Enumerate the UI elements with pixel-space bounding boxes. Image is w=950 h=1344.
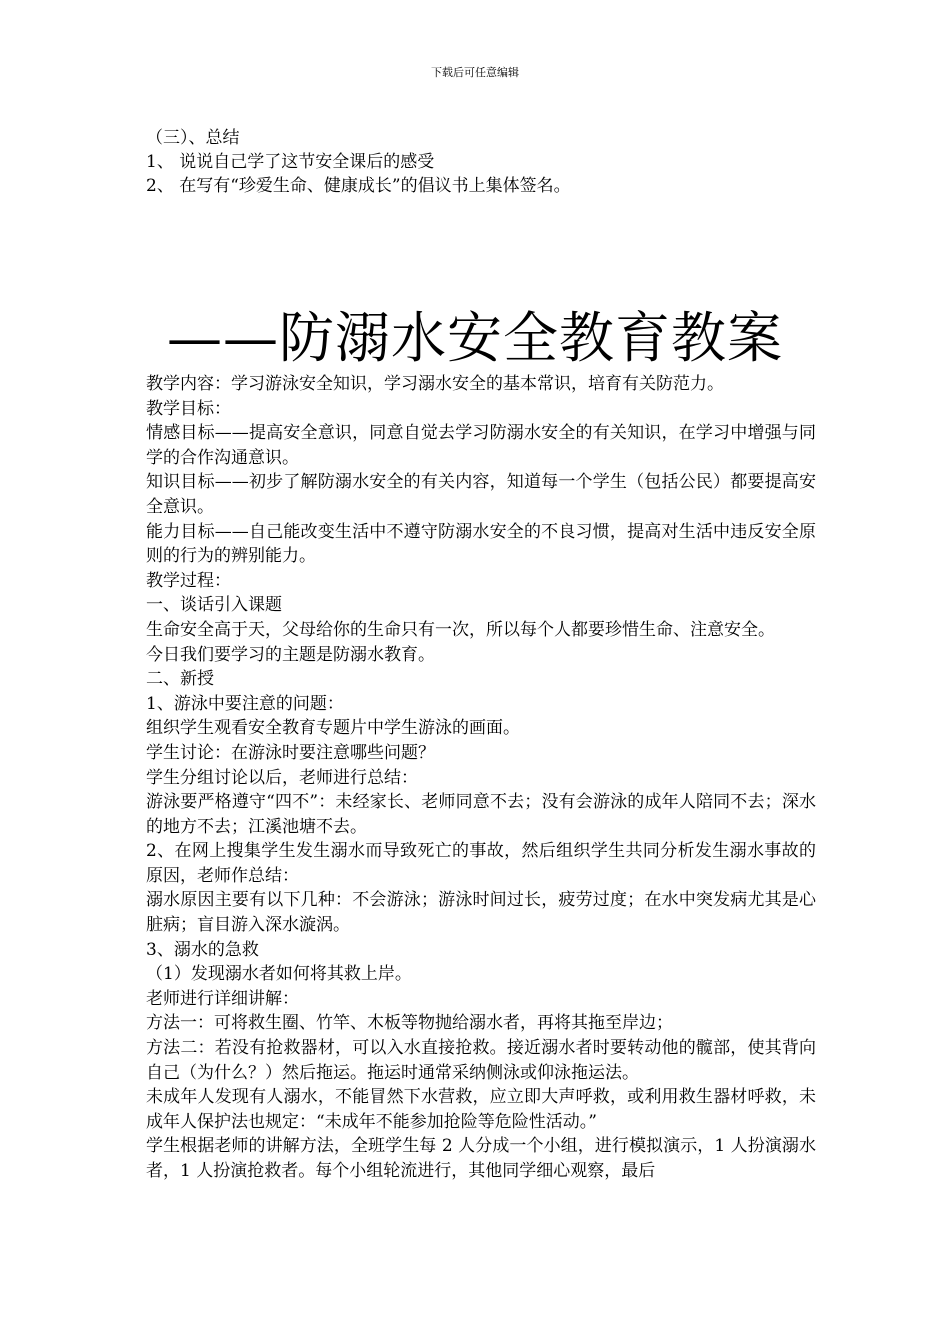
paragraph-rescue-ashore: （1）发现溺水者如何将其救上岸。	[146, 964, 412, 985]
paragraph-method-one: 方法一：可将救生圈、竹竿、木板等物抛给溺水者，再将其拖至岸边；	[146, 1013, 673, 1034]
paragraph-emotional-goal: 情感目标——提高安全意识，同意自觉去学习防溺水安全的有关知识，在学习中增强与同学的合作沟通意识。	[146, 423, 816, 468]
paragraph-minor-rescue: 未成年人发现有人溺水，不能冒然下水营救，应立即大声呼救，或利用救生器材呼救，未成年人保护法也规定：“未成年不能参加抢险等危险性活动。”	[146, 1087, 816, 1132]
summary-section	[146, 126, 816, 198]
paragraph-watch-video: 组织学生观看安全教育专题片中学生游泳的画面。	[146, 718, 520, 739]
paragraph-goals-heading: 教学目标：	[146, 398, 231, 419]
paragraph-teacher-explains: 老师进行详细讲解：	[146, 988, 299, 1009]
paragraph-ability-goal: 能力目标——自己能改变生活中不遵守防溺水安全的不良习惯，提高对生活中违反安全原则的行为的辨别能力。	[146, 521, 816, 567]
paragraph-swimming-issues: 1、游泳中要注意的问题：	[146, 693, 344, 714]
paragraph-simulation: 学生根据老师的讲解方法，全班学生每 2 人分成一个小组，进行模拟演示，1 人扮演溺水者，1 人扮演抢救者。每个小组轮流进行，其他同学细心观察，最后	[146, 1136, 816, 1181]
paragraph-section-one: 一、谈话引入课题	[146, 595, 282, 616]
summary-item: 1、 说说自己学了这节安全课后的感受	[146, 152, 435, 172]
paragraph-drowning-causes: 溺水原因主要有以下几种：不会游泳；游泳时间过长，疲劳过度；在水中突发病尤其是心脏病；盲目游入深水漩涡。	[146, 890, 816, 936]
paragraph-topic: 今日我们要学习的主题是防溺水教育。	[146, 644, 435, 665]
paragraph-discussion: 学生讨论：在游泳时要注意哪些问题？	[146, 742, 435, 763]
paragraph-method-two: 方法二：若没有抢救器材，可以入水直接抢救。接近溺水者时要转动他的髋部，使其背向自己（为什么？）然后拖运。拖运时通常采纳侧泳或仰泳拖运法。	[146, 1038, 816, 1083]
page-header-note: 下载后可任意编辑	[431, 66, 519, 79]
paragraph-life-safety: 生命安全高于天，父母给你的生命只有一次，所以每个人都要珍惜生命、注意安全。	[146, 619, 775, 640]
summary-item: 2、 在写有“珍爱生命、健康成长”的倡议书上集体签名。	[146, 176, 571, 196]
paragraph-teaching-content: 教学内容：学习游泳安全知识，学习溺水安全的基本常识，培育有关防范力。	[146, 374, 724, 394]
paragraph-knowledge-goal: 知识目标——初步了解防溺水安全的有关内容，知道每一个学生（包括公民）都要提高安全意识。	[146, 472, 816, 517]
paragraph-four-nots: 游泳要严格遵守“四不”：未经家长、老师同意不去；没有会游泳的成年人陪同不去；深水的地方不去；江溪池塘不去。	[146, 792, 816, 837]
paragraph-process-heading: 教学过程：	[146, 570, 231, 591]
paragraph-summary-by-teacher: 学生分组讨论以后，老师进行总结：	[146, 767, 418, 788]
paragraph-accident-analysis: 2、在网上搜集学生发生溺水而导致死亡的事故，然后组织学生共同分析发生溺水事故的原因，老师作总结：	[146, 841, 816, 886]
document-title: ——防溺水安全教育教案	[166, 306, 783, 370]
lesson-plan-body	[146, 372, 816, 1184]
paragraph-section-two: 二、新授	[146, 669, 214, 690]
summary-heading: （三）、总结	[146, 128, 240, 148]
paragraph-first-aid-heading: 3、溺水的急救	[146, 939, 259, 960]
